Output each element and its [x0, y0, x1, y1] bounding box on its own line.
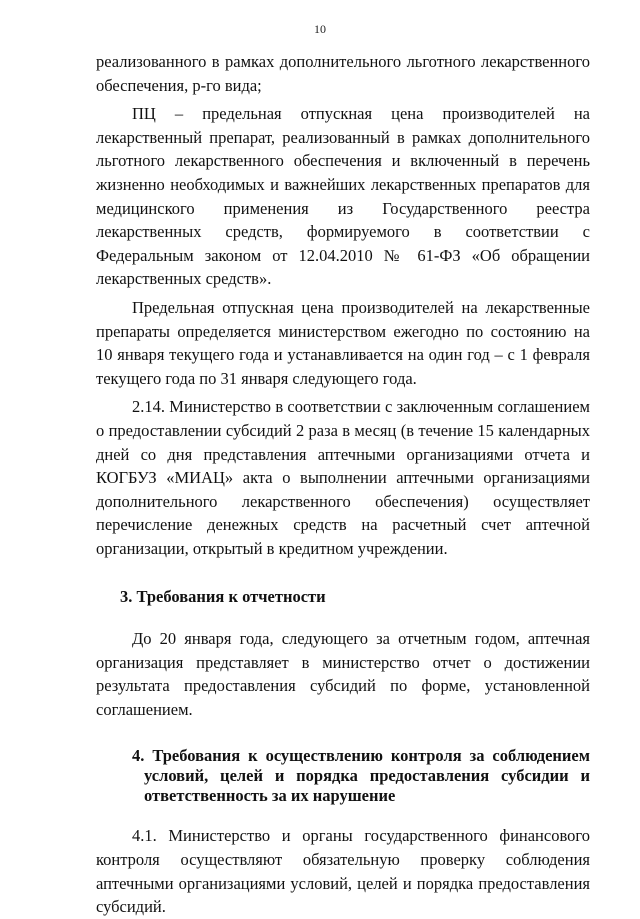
- section-3-text: До 20 января года, следующего за отчетным годом, аптечная организация представляет в министерство отчет о достижении результата предоставления субсидий по форме, установленной соглашением.: [96, 629, 590, 719]
- section-3-heading: 3. Требования к отчетности: [120, 587, 326, 607]
- paragraph-pc-definition: ПЦ – предельная отпускная цена производителей на лекарственный препарат, реализованный в рамках дополнительного льготного лекарственного обеспечения и включенный в перечень жизненно необходимых и важнейших лекарственных препаратов для медицинского применения из Государственного реестра лекарственных средств, формируемого в соответствии с Федеральным законом от 12.04.2010 № 61-ФЗ «Об обращении лекарственных средств».: [96, 104, 590, 289]
- paragraph-max-price: Предельная отпускная цена производителей на лекарственные препараты определяется министерством ежегодно по состоянию на 10 января текущего года и устанавливается на один год – с 1 февраля текущего года по 31 января следующего года.: [96, 297, 590, 388]
- section-4-1-text: 4.1. Министерство и органы государственного финансового контроля осуществляют обязательную проверку соблюдения аптечными организациями условий, целей и порядка предоставления субсидий.: [96, 826, 590, 917]
- page-number: 10: [314, 22, 326, 36]
- section-4-heading: 4. Требования к осуществлению контроля за соблюдением условий, целей и порядка предоставления субсидии и ответственность за их нарушение: [132, 746, 590, 806]
- paragraph-2-14: 2.14. Министерство в соответствии с заключенным соглашением о предоставлении субсидий 2 раза в месяц (в течение 15 календарных дней со дня представления аптечными организациями отчета и КОГБУЗ «МИАЦ» акта о выполнении аптечными организациями дополнительного лекарственного обеспечения) осуществляет перечисление денежных средств на расчетный счет аптечной организации, открытый в кредитном учреждении.: [96, 397, 590, 558]
- page-content: [96, 50, 590, 919]
- paragraph-continuation: реализованного в рамках дополнительного льготного лекарственного обеспечения, р-го вида;: [96, 52, 590, 95]
